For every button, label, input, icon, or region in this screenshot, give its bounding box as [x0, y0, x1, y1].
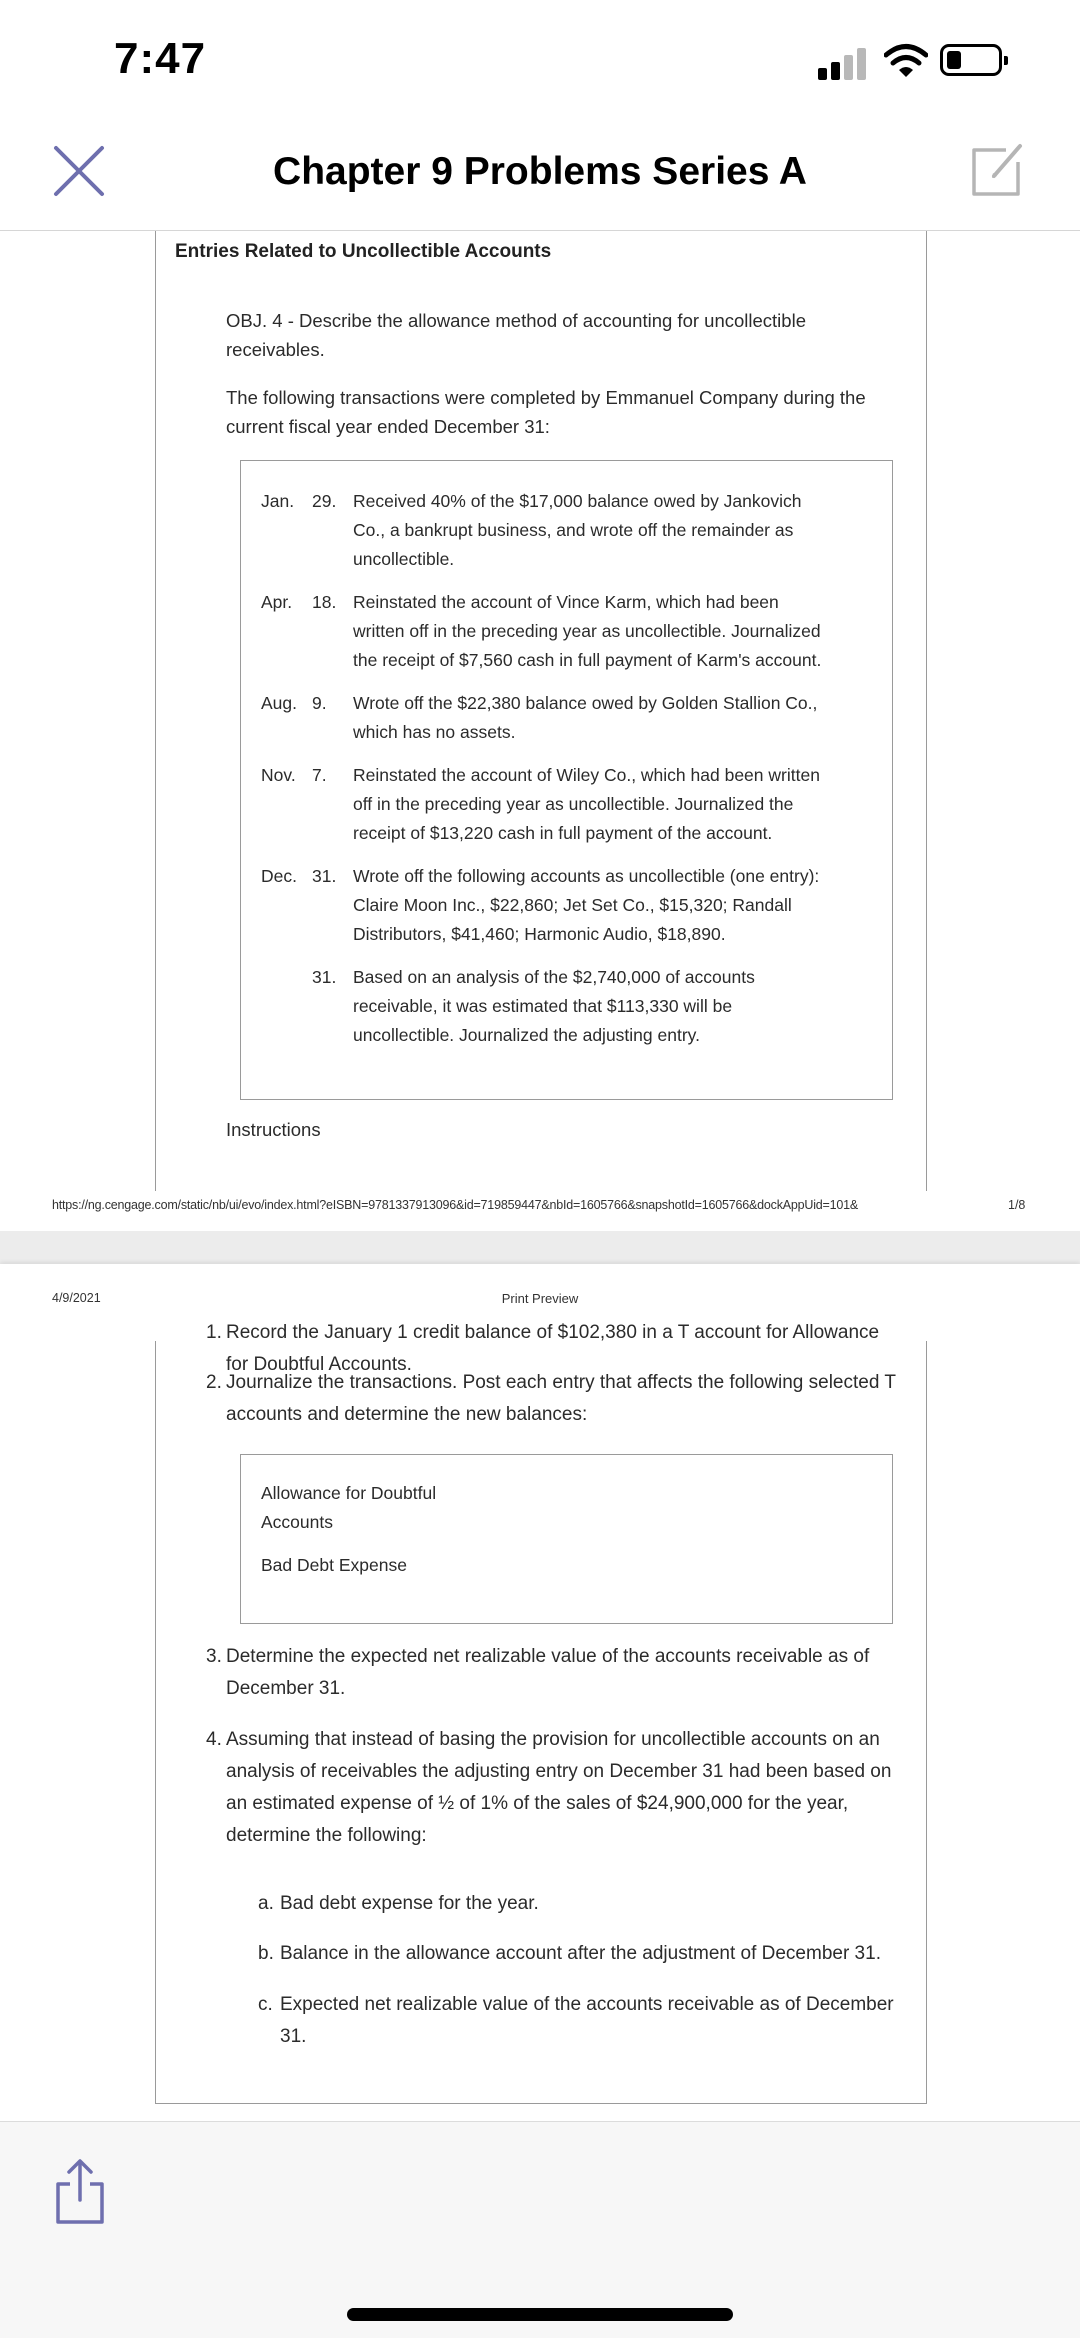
home-indicator[interactable]: [347, 2308, 733, 2321]
transaction-line: receivable, it was estimated that $113,330 will be: [353, 996, 733, 1016]
transaction-line: Claire Moon Inc., $22,860; Jet Set Co., $15,320; Randall: [353, 895, 792, 915]
status-time: 7:47: [114, 34, 207, 83]
account-allowance: [261, 1479, 661, 1537]
transaction-day: 31.: [312, 866, 337, 886]
item-line: Record the January 1 credit balance of $102,380 in a T account for Allowance: [226, 1322, 880, 1343]
sub-item-line: Expected net realizable value of the accounts receivable as of December: [280, 1994, 894, 2015]
transaction-month: Nov.: [261, 765, 296, 785]
transaction-nov-7: [261, 761, 881, 851]
transaction-apr-18: [261, 588, 881, 678]
intro-line: The following transactions were completed by Emmanuel Company during the: [226, 387, 866, 408]
transaction-line: Reinstated the account of Vince Karm, which had been: [353, 592, 779, 612]
item-line: December 31.: [226, 1678, 346, 1699]
page-number: 1/8: [1008, 1198, 1026, 1212]
wifi-icon: [884, 42, 928, 80]
print-date: 4/9/2021: [52, 1291, 101, 1305]
page-title: Chapter 9 Problems Series A: [273, 150, 807, 193]
objective-text: [226, 306, 906, 364]
instructions-label: Instructions: [226, 1119, 321, 1140]
item-line: for Doubtful Accounts.: [226, 1354, 412, 1375]
account-bad-debt-expense: Bad Debt Expense: [261, 1555, 407, 1575]
transaction-month: Apr.: [261, 592, 293, 612]
section-heading: Entries Related to Uncollectible Accounts: [175, 241, 552, 262]
sub-item-a: [258, 1888, 908, 1920]
nav-bar: [0, 120, 1080, 231]
status-bar: [0, 0, 1080, 120]
transaction-line: uncollectible.: [353, 549, 455, 569]
transaction-line: Co., a bankrupt business, and wrote off the remainder as: [353, 520, 794, 540]
item-line: Assuming that instead of basing the provision for uncollectible accounts on an: [226, 1729, 880, 1750]
t-accounts-box: [240, 1454, 893, 1624]
transaction-line: the receipt of $7,560 cash in full payment of Karm's account.: [353, 650, 822, 670]
transaction-dec-31-adjusting: [261, 963, 881, 1053]
transaction-line: which has no assets.: [353, 722, 516, 742]
transaction-line: Based on an analysis of the $2,740,000 of accounts: [353, 967, 755, 987]
sub-item-b: [258, 1938, 908, 1970]
account-line: Accounts: [261, 1512, 333, 1532]
transaction-line: off in the preceding year as uncollectible. Journalized the: [353, 794, 794, 814]
transaction-line: written off in the preceding year as uncollectible. Journalized: [353, 621, 821, 641]
item-number: 1.: [206, 1322, 222, 1343]
item-line: accounts and determine the new balances:: [226, 1404, 588, 1425]
bottom-toolbar: [0, 2121, 1080, 2338]
transaction-month: Aug.: [261, 693, 297, 713]
item-line: determine the following:: [226, 1825, 427, 1846]
transaction-line: receipt of $13,220 cash in full payment of the account.: [353, 823, 773, 843]
sub-item-c: [258, 1989, 908, 2047]
sub-item-line: 31.: [280, 2026, 307, 2047]
document-viewer[interactable]: [0, 231, 1080, 2121]
item-line: analysis of receivables the adjusting entry on December 31 had been based on: [226, 1761, 892, 1782]
sub-item-label: a.: [258, 1893, 274, 1914]
objective-line: receivables.: [226, 339, 325, 360]
transaction-line: Wrote off the $22,380 balance owed by Golden Stallion Co.,: [353, 693, 818, 713]
transaction-month: Jan.: [261, 491, 295, 511]
item-line: Journalize the transactions. Post each entry that affects the following selected T: [226, 1372, 896, 1393]
battery-icon: [940, 44, 1002, 76]
transaction-aug-9: [261, 689, 881, 749]
document-page-1: [0, 231, 1080, 1231]
transaction-day: 9.: [312, 693, 327, 713]
sub-item-text: Bad debt expense for the year.: [280, 1893, 539, 1914]
transaction-line: Wrote off the following accounts as uncollectible (one entry):: [353, 866, 820, 886]
item-number: 3.: [206, 1646, 222, 1667]
transaction-line: Reinstated the account of Wiley Co., which had been written: [353, 765, 820, 785]
transaction-dec-31-writeoff: [261, 862, 881, 952]
transaction-day: 18.: [312, 592, 337, 612]
sub-item-text: Balance in the allowance account after the adjustment of December 31.: [280, 1943, 881, 1964]
transaction-day: 29.: [312, 491, 337, 511]
document-page-2: [0, 1264, 1080, 2121]
transaction-day: 31.: [312, 967, 337, 987]
transaction-day: 7.: [312, 765, 327, 785]
transaction-line: uncollectible. Journalized the adjusting entry.: [353, 1025, 700, 1045]
transaction-line: Distributors, $41,460; Harmonic Audio, $18,890.: [353, 924, 726, 944]
item-line: Determine the expected net realizable value of the accounts receivable as of: [226, 1646, 870, 1667]
intro-text: [226, 383, 906, 441]
edit-icon[interactable]: [966, 140, 1026, 200]
intro-line: current fiscal year ended December 31:: [226, 416, 550, 437]
transaction-jan-29: [261, 487, 881, 577]
sub-item-label: b.: [258, 1943, 274, 1964]
objective-line: OBJ. 4 - Describe the allowance method of accounting for uncollectible: [226, 310, 806, 331]
signal-icon: [818, 46, 868, 80]
share-icon[interactable]: [52, 2158, 108, 2226]
transaction-month: Dec.: [261, 866, 297, 886]
print-preview-label: Print Preview: [501, 1291, 579, 1306]
item-line: an estimated expense of ½ of 1% of the sales of $24,900,000 for the year,: [226, 1793, 849, 1814]
account-line: Allowance for Doubtful: [261, 1483, 437, 1503]
footer-url: https://ng.cengage.com/static/nb/ui/evo/index.html?eISBN=9781337913096&id=719859447&nbId=1605766&snapshotId=1605766&dockAppUid=101&: [52, 1198, 859, 1212]
transaction-line: Received 40% of the $17,000 balance owed by Jankovich: [353, 491, 802, 511]
transactions-box: [240, 460, 893, 1100]
sub-item-label: c.: [258, 1994, 273, 2015]
item-number: 4.: [206, 1729, 222, 1750]
item-number: 2.: [206, 1372, 222, 1393]
